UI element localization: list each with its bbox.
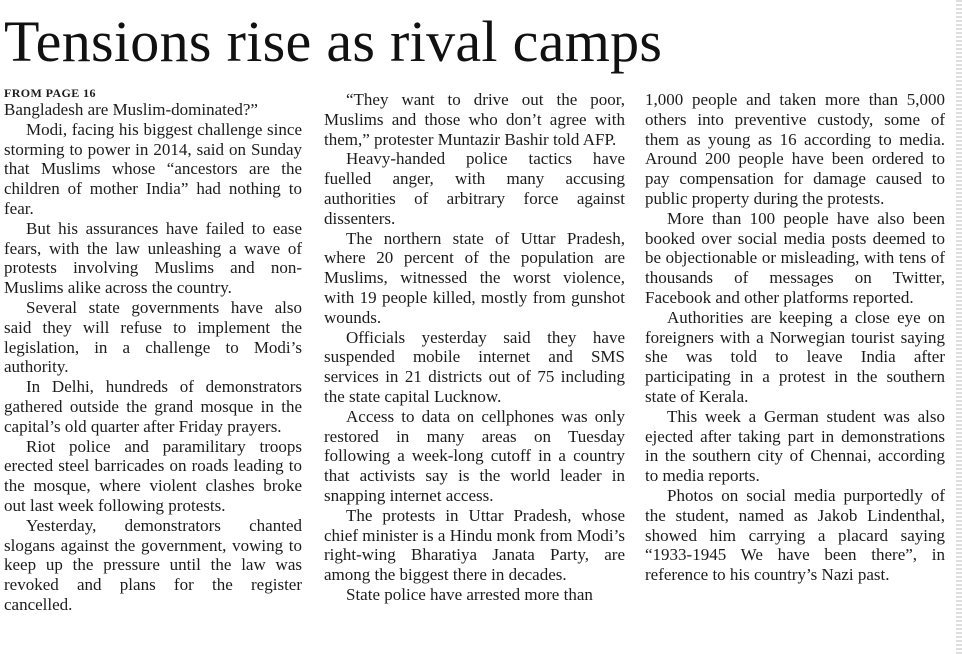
paragraph: Yesterday, demonstrators chanted slogans against the government, vowing to keep up the pressure until the law was revoked and plans for the register cancelled. bbox=[4, 515, 302, 614]
article-column-1 bbox=[4, 86, 302, 615]
paragraph: Access to data on cellphones was only restored in many areas on Tuesday following a week-long cutoff in a country that activists say is the world leader in snapping internet access. bbox=[324, 406, 625, 505]
paragraph: Officials yesterday said they have suspended mobile internet and SMS services in 21 districts out of 75 including the state capital Lucknow. bbox=[324, 327, 625, 406]
paragraph: Photos on social media purportedly of the student, named as Jakob Lindenthal, showed him carrying a placard saying “1933-1945 We have been there”, in reference to his country’s Nazi past. bbox=[645, 485, 945, 585]
paragraph: “They want to drive out the poor, Muslims and those who don’t agree with them,” protester Muntazir Bashir told AFP. bbox=[324, 90, 625, 149]
article-column-3 bbox=[645, 90, 945, 585]
paragraph: The protests in Uttar Pradesh, whose chief minister is a Hindu monk from Modi’s right-wing Bharatiya Janata Party, are among the biggest there in decades. bbox=[324, 505, 625, 585]
paragraph: In Delhi, hundreds of demonstrators gathered outside the grand mosque in the capital’s old quarter after Friday prayers. bbox=[4, 377, 302, 436]
paragraph: More than 100 people have also been booked over social media posts deemed to be objectionable or misleading, with tens of thousands of messages on Twitter, Facebook and other platforms reported. bbox=[645, 208, 945, 307]
paragraph: Several state governments have also said they will refuse to implement the legislation, in a challenge to Modi’s authority. bbox=[4, 297, 302, 377]
headline: Tensions rise as rival camps bbox=[4, 9, 663, 74]
paragraph: But his assurances have failed to ease fears, with the law unleashing a wave of protests involving Muslims and non-Muslims alike across the country. bbox=[4, 218, 302, 298]
paragraph: The northern state of Uttar Pradesh, where 20 percent of the population are Muslims, witnessed the worst violence, with 19 people killed, mostly from gunshot wounds. bbox=[324, 228, 625, 327]
paragraph: Riot police and paramilitary troops erected steel barricades on roads leading to the mosque, where violent clashes broke out last week following protests. bbox=[4, 436, 302, 515]
continued-from-label: FROM PAGE 16 bbox=[4, 86, 96, 100]
page-edge bbox=[956, 0, 962, 654]
paragraph: 1,000 people and taken more than 5,000 others into preventive custody, some of them as young as 16 according to media. Around 200 people have been ordered to pay compensation for damage caused to public property during the protests. bbox=[645, 90, 945, 208]
paragraph: Heavy-handed police tactics have fuelled anger, with many accusing authorities of arbitrary force against dissenters. bbox=[324, 149, 625, 228]
paragraph: Authorities are keeping a close eye on foreigners with a Norwegian tourist saying she was told to leave India after participating in a protest in the southern state of Kerala. bbox=[645, 307, 945, 406]
article-column-2 bbox=[324, 90, 625, 605]
paragraph: State police have arrested more than bbox=[346, 584, 593, 604]
paragraph: This week a German student was also ejected after taking part in demonstrations in the southern city of Chennai, according to media reports. bbox=[645, 406, 945, 486]
paragraph: Modi, facing his biggest challenge since storming to power in 2014, said on Sunday that Muslims whose “ancestors are the children of mother India” had nothing to fear. bbox=[4, 119, 302, 218]
paragraph: Bangladesh are Muslim-dominated?” bbox=[4, 100, 258, 119]
